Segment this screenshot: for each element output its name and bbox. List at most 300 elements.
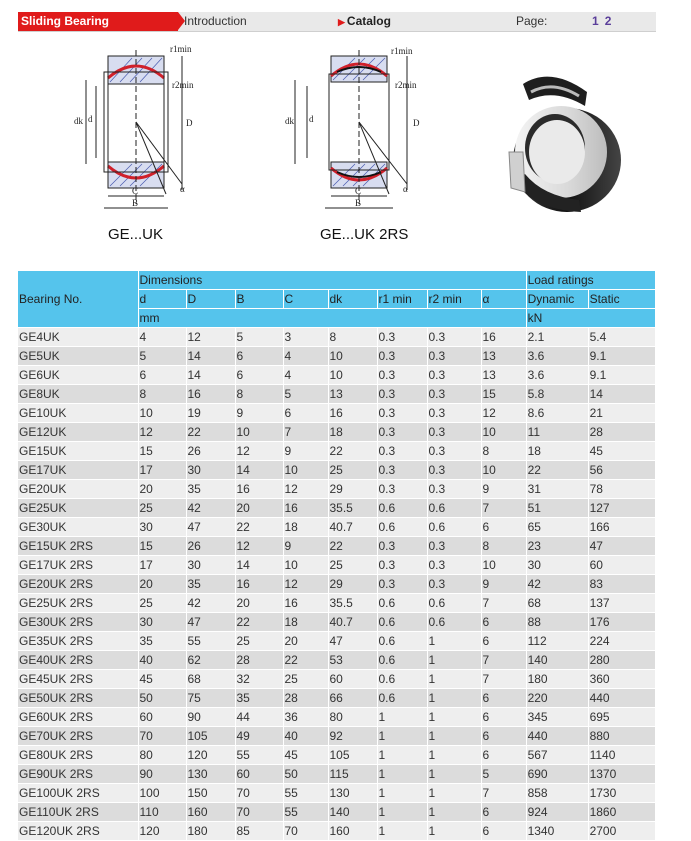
table-cell: 22: [328, 442, 377, 461]
table-cell: 70: [283, 822, 328, 841]
alpha-label: α: [180, 184, 185, 194]
table-cell: 0.3: [427, 442, 481, 461]
table-row: [18, 404, 655, 423]
table-cell: 1: [377, 727, 427, 746]
table-cell: 220: [526, 689, 588, 708]
table-row: [18, 442, 655, 461]
table-cell: 25: [235, 632, 283, 651]
table-cell: 80: [138, 746, 186, 765]
table-cell: 440: [526, 727, 588, 746]
table-cell: 160: [328, 822, 377, 841]
table-cell: 40.7: [328, 518, 377, 537]
table-cell: 55: [235, 746, 283, 765]
bearing-no-cell: GE30UK: [18, 518, 138, 537]
table-cell: 8: [235, 385, 283, 404]
table-cell: 25: [138, 594, 186, 613]
table-cell: 16: [235, 480, 283, 499]
table-cell: 0.3: [427, 347, 481, 366]
table-cell: 130: [186, 765, 235, 784]
bearing-no-cell: GE17UK 2RS: [18, 556, 138, 575]
bearing-no-cell: GE50UK 2RS: [18, 689, 138, 708]
table-cell: 25: [283, 670, 328, 689]
bearing-no-header: Bearing No.: [18, 271, 138, 328]
d-label-2rs: d: [309, 114, 314, 124]
table-cell: 12: [235, 442, 283, 461]
table-cell: 60: [138, 708, 186, 727]
table-cell: 53: [328, 651, 377, 670]
table-cell: 6: [481, 746, 526, 765]
table-cell: 280: [588, 651, 655, 670]
table-cell: 6: [235, 366, 283, 385]
table-cell: 28: [235, 651, 283, 670]
table-cell: 137: [588, 594, 655, 613]
table-cell: 1: [377, 708, 427, 727]
table-cell: 45: [138, 670, 186, 689]
table-cell: 16: [481, 328, 526, 347]
caption-ge-uk: GE...UK: [108, 226, 164, 243]
table-cell: 360: [588, 670, 655, 689]
nav-introduction-link[interactable]: Introduction: [184, 14, 247, 28]
table-cell: 50: [138, 689, 186, 708]
bearing-drawing-ge-uk-2rs: [285, 44, 435, 216]
table-cell: 1: [427, 803, 481, 822]
table-cell: 120: [186, 746, 235, 765]
page-link-2[interactable]: 2: [604, 14, 612, 28]
table-row: [18, 347, 655, 366]
table-cell: 14: [186, 366, 235, 385]
bearing-no-cell: GE60UK 2RS: [18, 708, 138, 727]
table-cell: 6: [283, 404, 328, 423]
D-label-2rs: D: [413, 118, 420, 128]
table-cell: 1: [427, 632, 481, 651]
table-cell: 105: [328, 746, 377, 765]
table-cell: 1: [427, 727, 481, 746]
table-cell: 7: [481, 499, 526, 518]
table-cell: 1: [377, 746, 427, 765]
table-cell: 16: [328, 404, 377, 423]
table-cell: 110: [138, 803, 186, 822]
table-cell: 0.6: [377, 632, 427, 651]
table-row: [18, 480, 655, 499]
table-row: [18, 651, 655, 670]
table-cell: 49: [235, 727, 283, 746]
table-cell: 25: [328, 556, 377, 575]
table-cell: 22: [526, 461, 588, 480]
table-row: [18, 784, 655, 803]
table-cell: 25: [138, 499, 186, 518]
table-cell: 1: [427, 670, 481, 689]
table-cell: 4: [283, 366, 328, 385]
table-row: [18, 727, 655, 746]
table-cell: 55: [283, 784, 328, 803]
bearing-no-cell: GE8UK: [18, 385, 138, 404]
table-cell: 20: [138, 575, 186, 594]
table-row: [18, 556, 655, 575]
table-cell: 1: [427, 784, 481, 803]
table-cell: 14: [235, 556, 283, 575]
table-cell: 20: [235, 499, 283, 518]
top-nav-bar: [18, 12, 656, 32]
page-link-1[interactable]: 1: [592, 14, 599, 28]
table-cell: 20: [283, 632, 328, 651]
table-cell: 10: [283, 461, 328, 480]
table-cell: 180: [186, 822, 235, 841]
table-row: [18, 537, 655, 556]
bearing-no-cell: GE15UK 2RS: [18, 537, 138, 556]
table-cell: 127: [588, 499, 655, 518]
col-header-D: D: [186, 290, 235, 309]
table-cell: 0.3: [377, 404, 427, 423]
table-cell: 858: [526, 784, 588, 803]
table-cell: 8.6: [526, 404, 588, 423]
table-cell: 0.6: [377, 670, 427, 689]
table-cell: 35: [186, 480, 235, 499]
bearing-no-cell: GE120UK 2RS: [18, 822, 138, 841]
table-cell: 1: [377, 765, 427, 784]
table-row: [18, 670, 655, 689]
bearing-no-cell: GE17UK: [18, 461, 138, 480]
table-cell: 16: [283, 499, 328, 518]
table-cell: 14: [588, 385, 655, 404]
table-cell: 30: [526, 556, 588, 575]
table-cell: 45: [588, 442, 655, 461]
table-cell: 44: [235, 708, 283, 727]
table-cell: 5.8: [526, 385, 588, 404]
brand-tab[interactable]: Sliding Bearing: [18, 12, 178, 31]
table-cell: 12: [186, 328, 235, 347]
table-cell: 0.3: [377, 537, 427, 556]
table-cell: 115: [328, 765, 377, 784]
table-cell: 35: [186, 575, 235, 594]
col-header-B: B: [235, 290, 283, 309]
table-cell: 78: [588, 480, 655, 499]
table-cell: 6: [481, 518, 526, 537]
col-header-d: d: [138, 290, 186, 309]
table-cell: 16: [186, 385, 235, 404]
table-cell: 7: [481, 594, 526, 613]
table-cell: 35.5: [328, 594, 377, 613]
table-cell: 3.6: [526, 347, 588, 366]
table-cell: 22: [235, 518, 283, 537]
table-cell: 100: [138, 784, 186, 803]
load-ratings-header: Load ratings: [526, 271, 655, 290]
table-cell: 0.6: [427, 613, 481, 632]
table-cell: 3.6: [526, 366, 588, 385]
table-cell: 10: [235, 423, 283, 442]
bearing-no-cell: GE110UK 2RS: [18, 803, 138, 822]
table-cell: 0.6: [377, 689, 427, 708]
table-row: [18, 708, 655, 727]
table-cell: 1340: [526, 822, 588, 841]
table-cell: 112: [526, 632, 588, 651]
table-cell: 0.6: [377, 594, 427, 613]
table-cell: 29: [328, 575, 377, 594]
nav-catalog-label: Catalog: [346, 14, 391, 28]
table-cell: 0.3: [427, 423, 481, 442]
table-cell: 21: [588, 404, 655, 423]
col-header-C: C: [283, 290, 328, 309]
table-cell: 70: [235, 784, 283, 803]
table-cell: 12: [481, 404, 526, 423]
table-cell: 5.4: [588, 328, 655, 347]
table-cell: 12: [283, 480, 328, 499]
table-cell: 42: [186, 499, 235, 518]
table-cell: 13: [481, 347, 526, 366]
table-cell: 1140: [588, 746, 655, 765]
table-cell: 35: [235, 689, 283, 708]
table-cell: 68: [526, 594, 588, 613]
table-cell: 166: [588, 518, 655, 537]
nav-catalog-link[interactable]: [338, 12, 391, 32]
table-cell: 6: [481, 803, 526, 822]
table-cell: 22: [328, 537, 377, 556]
table-cell: 22: [186, 423, 235, 442]
bearing-no-cell: GE25UK: [18, 499, 138, 518]
table-cell: 9.1: [588, 347, 655, 366]
table-cell: 75: [186, 689, 235, 708]
table-cell: 7: [481, 784, 526, 803]
table-cell: 0.3: [377, 328, 427, 347]
table-cell: 80: [328, 708, 377, 727]
table-cell: 20: [138, 480, 186, 499]
table-row: [18, 423, 655, 442]
table-cell: 45: [283, 746, 328, 765]
table-cell: 9: [235, 404, 283, 423]
table-cell: 1: [377, 784, 427, 803]
table-cell: 50: [283, 765, 328, 784]
table-cell: 29: [328, 480, 377, 499]
table-cell: 176: [588, 613, 655, 632]
table-cell: 1: [427, 708, 481, 727]
table-cell: 180: [526, 670, 588, 689]
table-cell: 47: [186, 613, 235, 632]
table-cell: 12: [235, 537, 283, 556]
table-cell: 16: [283, 594, 328, 613]
table-cell: 2.1: [526, 328, 588, 347]
bearing-no-cell: GE30UK 2RS: [18, 613, 138, 632]
table-cell: 0.3: [377, 556, 427, 575]
table-cell: 0.6: [427, 518, 481, 537]
table-cell: 26: [186, 442, 235, 461]
table-cell: 70: [138, 727, 186, 746]
table-cell: 140: [526, 651, 588, 670]
header-row-groups: [18, 271, 655, 290]
table-cell: 28: [283, 689, 328, 708]
table-cell: 62: [186, 651, 235, 670]
table-cell: 0.3: [427, 575, 481, 594]
table-cell: 2700: [588, 822, 655, 841]
table-cell: 22: [283, 651, 328, 670]
table-row: [18, 366, 655, 385]
table-row: [18, 822, 655, 841]
table-cell: 68: [186, 670, 235, 689]
table-cell: 5: [481, 765, 526, 784]
table-row: [18, 613, 655, 632]
table-row: [18, 518, 655, 537]
table-cell: 9: [283, 442, 328, 461]
table-row: [18, 385, 655, 404]
r1min-label: r1min: [170, 44, 192, 54]
table-cell: 47: [328, 632, 377, 651]
dimensions-header: Dimensions: [138, 271, 526, 290]
table-cell: 10: [138, 404, 186, 423]
table-cell: 18: [283, 613, 328, 632]
bearing-no-cell: GE5UK: [18, 347, 138, 366]
table-cell: 30: [186, 461, 235, 480]
r2min-label-2rs: r2min: [395, 80, 417, 90]
table-cell: 90: [138, 765, 186, 784]
table-cell: 40.7: [328, 613, 377, 632]
bearing-no-cell: GE40UK 2RS: [18, 651, 138, 670]
col-header-dk: dk: [328, 290, 377, 309]
table-cell: 0.3: [377, 442, 427, 461]
B-label-2rs: B: [355, 198, 362, 208]
table-cell: 12: [138, 423, 186, 442]
table-cell: 6: [481, 632, 526, 651]
bearing-no-cell: GE20UK 2RS: [18, 575, 138, 594]
table-cell: 15: [481, 385, 526, 404]
table-cell: 0.6: [427, 594, 481, 613]
table-cell: 0.3: [427, 461, 481, 480]
col-header-alpha: α: [481, 290, 526, 309]
table-cell: 30: [186, 556, 235, 575]
caption-ge-uk-2rs: GE...UK 2RS: [320, 226, 409, 243]
table-cell: 10: [481, 461, 526, 480]
table-cell: 1: [427, 765, 481, 784]
table-cell: 92: [328, 727, 377, 746]
table-cell: 31: [526, 480, 588, 499]
table-cell: 14: [186, 347, 235, 366]
table-cell: 47: [186, 518, 235, 537]
table-cell: 160: [186, 803, 235, 822]
table-cell: 5: [283, 385, 328, 404]
table-cell: 15: [138, 442, 186, 461]
bearing-no-cell: GE6UK: [18, 366, 138, 385]
table-row: [18, 689, 655, 708]
table-cell: 1: [377, 822, 427, 841]
table-cell: 6: [138, 366, 186, 385]
table-cell: 140: [328, 803, 377, 822]
table-cell: 4: [283, 347, 328, 366]
table-cell: 40: [138, 651, 186, 670]
table-cell: 0.3: [427, 537, 481, 556]
table-cell: 105: [186, 727, 235, 746]
table-cell: 1: [427, 746, 481, 765]
table-cell: 0.3: [427, 404, 481, 423]
table-cell: 66: [328, 689, 377, 708]
table-cell: 18: [283, 518, 328, 537]
table-cell: 28: [588, 423, 655, 442]
table-cell: 9: [283, 537, 328, 556]
bearing-no-cell: GE90UK 2RS: [18, 765, 138, 784]
table-row: [18, 594, 655, 613]
table-cell: 3: [283, 328, 328, 347]
bearing-no-cell: GE12UK: [18, 423, 138, 442]
col-header-dynamic: Dynamic: [526, 290, 588, 309]
table-cell: 88: [526, 613, 588, 632]
table-cell: 15: [138, 537, 186, 556]
table-cell: 0.6: [377, 518, 427, 537]
table-cell: 12: [283, 575, 328, 594]
table-cell: 0.3: [377, 461, 427, 480]
r1min-label-2rs: r1min: [391, 46, 413, 56]
dk-label: dk: [74, 116, 83, 126]
bearing-no-cell: GE25UK 2RS: [18, 594, 138, 613]
table-cell: 0.6: [427, 499, 481, 518]
table-cell: 10: [481, 423, 526, 442]
bearing-no-cell: GE10UK: [18, 404, 138, 423]
table-cell: 17: [138, 461, 186, 480]
table-cell: 1: [427, 822, 481, 841]
table-cell: 6: [481, 708, 526, 727]
col-header-static: Static: [588, 290, 655, 309]
table-cell: 42: [186, 594, 235, 613]
pagination: [592, 12, 617, 31]
table-cell: 26: [186, 537, 235, 556]
table-cell: 224: [588, 632, 655, 651]
bearing-no-cell: GE70UK 2RS: [18, 727, 138, 746]
table-cell: 567: [526, 746, 588, 765]
table-cell: 85: [235, 822, 283, 841]
table-cell: 5: [235, 328, 283, 347]
unit-mm: mm: [138, 309, 526, 328]
table-cell: 22: [235, 613, 283, 632]
table-cell: 6: [235, 347, 283, 366]
table-row: [18, 499, 655, 518]
table-cell: 8: [138, 385, 186, 404]
table-cell: 35.5: [328, 499, 377, 518]
table-cell: 56: [588, 461, 655, 480]
table-cell: 14: [235, 461, 283, 480]
table-cell: 60: [328, 670, 377, 689]
B-label: B: [132, 198, 139, 208]
table-cell: 55: [283, 803, 328, 822]
table-cell: 130: [328, 784, 377, 803]
table-cell: 60: [588, 556, 655, 575]
table-cell: 10: [283, 556, 328, 575]
table-cell: 6: [481, 689, 526, 708]
table-cell: 1: [427, 689, 481, 708]
table-cell: 16: [235, 575, 283, 594]
table-cell: 345: [526, 708, 588, 727]
table-cell: 0.3: [377, 366, 427, 385]
table-cell: 5: [138, 347, 186, 366]
table-cell: 90: [186, 708, 235, 727]
table-cell: 0.3: [427, 556, 481, 575]
table-cell: 1860: [588, 803, 655, 822]
table-cell: 0.3: [377, 480, 427, 499]
table-cell: 0.3: [427, 328, 481, 347]
table-cell: 6: [481, 822, 526, 841]
bearing-photo: [495, 62, 635, 217]
table-cell: 924: [526, 803, 588, 822]
bearing-no-cell: GE15UK: [18, 442, 138, 461]
table-cell: 60: [235, 765, 283, 784]
table-cell: 690: [526, 765, 588, 784]
table-row: [18, 803, 655, 822]
table-cell: 9: [481, 480, 526, 499]
table-cell: 0.3: [377, 423, 427, 442]
table-cell: 51: [526, 499, 588, 518]
table-row: [18, 575, 655, 594]
table-row: [18, 765, 655, 784]
table-cell: 70: [235, 803, 283, 822]
C-label-2rs: C: [355, 186, 362, 196]
bearing-no-cell: GE45UK 2RS: [18, 670, 138, 689]
table-cell: 18: [526, 442, 588, 461]
table-cell: 7: [481, 670, 526, 689]
table-cell: 440: [588, 689, 655, 708]
